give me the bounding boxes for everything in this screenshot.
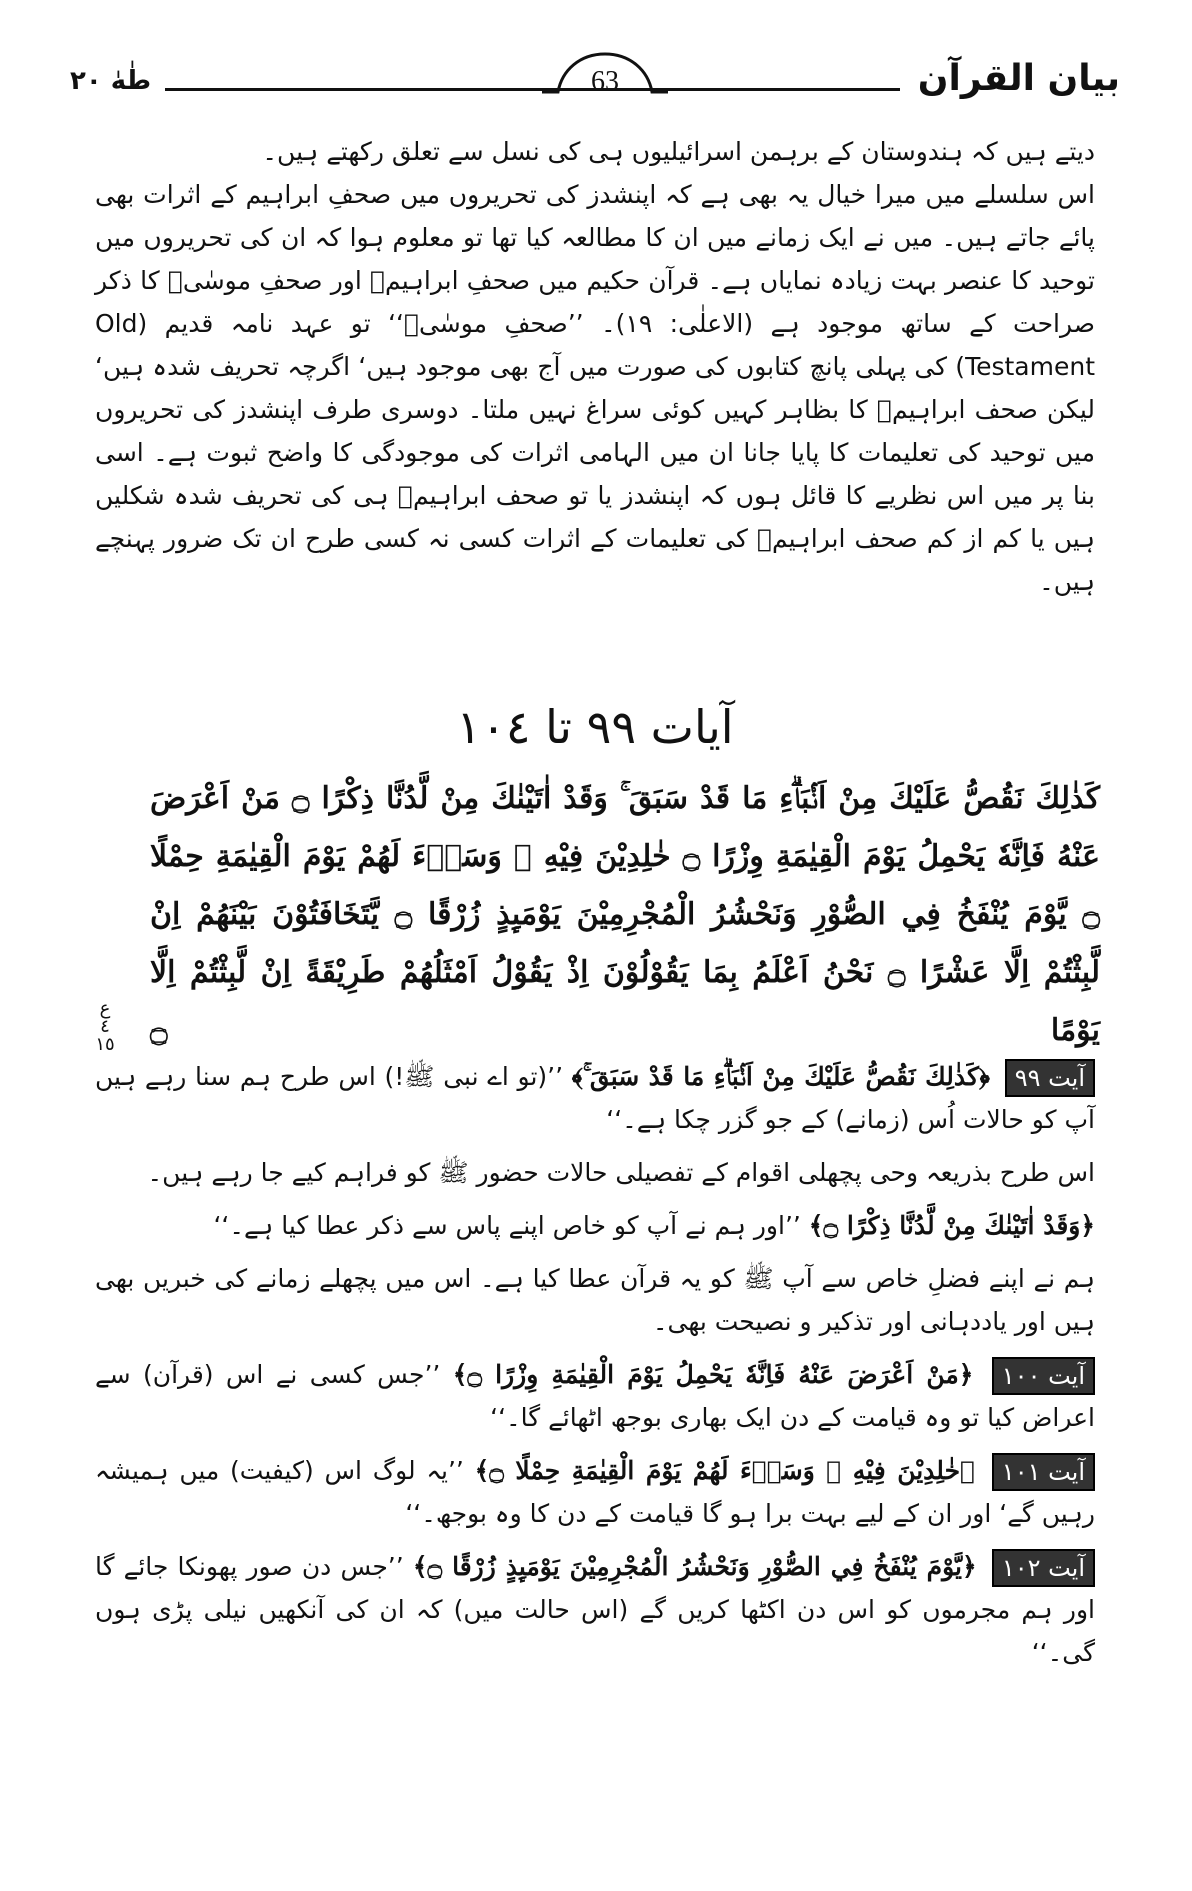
commentary-item [95, 1204, 1095, 1247]
surah-marker: طٰهٰ ٢٠ [70, 66, 152, 96]
header-rule [165, 88, 900, 91]
commentary-item [95, 1055, 1095, 1141]
ayah-label: آیت ٩٩ [1005, 1059, 1095, 1097]
commentary-item [95, 1257, 1095, 1343]
book-title: بیان القرآن [917, 58, 1120, 99]
commentary-item [95, 1545, 1095, 1674]
commentary-text: ’’(تو اے نبی ﷺ!) اس طرح ہم سنا رہے ہیں آپ کو حالات اُس (زمانے) کے جو گزر چکا ہے۔‘‘ [95, 1062, 1095, 1134]
commentary-text: ہم نے اپنے فضلِ خاص سے آپ ﷺ کو یہ قرآن عطا کیا ہے۔ اس میں پچھلے زمانے کی خبریں بھی ہیں اور یاددہانی اور تذکیر و نصیحت بھی۔ [95, 1264, 1095, 1336]
intro-paragraph: اس سلسلے میں میرا خیال یہ بھی ہے کہ اپنشدز کی تحریروں میں صحفِ ابراہیم کے اثرات بھی پائے جاتے ہیں۔ میں نے ایک زمانے میں ان کا مطالعہ کیا تھا تو معلوم ہوا کہ ان کی تحریروں میں توحید کا عنصر بہت زیادہ نمایاں ہے۔ قرآن حکیم میں صحفِ ابراہیمؑ اور صحفِ موسٰیؑ کا ذکر صراحت کے ساتھ موجود ہے (الاعلٰی: ١٩)۔ ’’صحفِ موسٰیؑ‘‘ تو عہد نامہ قدیم (Old Testament) کی پہلی پانچ کتابوں کی صورت میں آج بھی موجود ہیں‘ اگرچہ تحریف شدہ ہیں‘ لیکن صحف ابراہیمؑ کا بظاہر کہیں کوئی سراغ نہیں ملتا۔ دوسری طرف اپنشدز کی تحریروں میں توحید کی تعلیمات کا پایا جانا ان میں الہامی اثرات کی موجودگی کا واضح ثبوت ہے۔ اسی بنا پر میں اس نظریے کا قائل ہوں کہ اپنشدز یا تو صحف ابراہیمؑ ہی کی تحریف شدہ شکلیں ہیں یا کم از کم صحف ابراہیمؑ کی تعلیمات کے اثرات کسی نہ کسی طرح ان تک ضرور پہنچے ہیں۔ [95, 180, 1095, 596]
ayah-quote: ﴿خٰلِدِيْنَ فِيْهِ ۭ وَسَاۗءَ لَهُمْ يَوْمَ الْقِيٰمَةِ حِمْلًا ۝﴾ [474, 1456, 976, 1485]
commentary-text: ’’جس کسی نے اس (قرآن) سے اعراض کیا تو وہ قیامت کے دن ایک بھاری بوجھ اٹھائے گا۔‘‘ [95, 1360, 1095, 1432]
commentary-text: ’’اور ہم نے آپ کو خاص اپنے پاس سے ذکر عطا کیا ہے۔‘‘ [213, 1211, 801, 1240]
commentary-item [95, 1151, 1095, 1194]
ayah-quote: ﴿وَقَدْ اٰتَيْنٰكَ مِنْ لَّدُنَّا ذِكْرًا ۝﴾ [808, 1211, 1095, 1240]
ayah-quote: ﴿يَّوْمَ يُنْفَخُ فِي الصُّوْرِ وَنَحْشُرُ الْمُجْرِمِيْنَ يَوْمَىِٕذٍ زُرْقًا ۝﴾ [412, 1552, 977, 1581]
section-heading: آیات ٩٩ تا ١٠٤ [456, 700, 734, 754]
commentary-text: ’’یہ لوگ اس (کیفیت) میں ہمیشہ رہیں گے‘ اور ان کے لیے بہت برا ہو گا قیامت کے دن کا وہ بوجھ۔‘‘ [95, 1456, 1095, 1528]
ayah-label: آیت ١٠١ [992, 1453, 1095, 1491]
ayah-quote: ﴿مَنْ اَعْرَضَ عَنْهُ فَاِنَّهٗ يَحْمِلُ يَوْمَ الْقِيٰمَةِ وِزْرًا ۝﴾ [452, 1360, 974, 1389]
commentary-item [95, 1449, 1095, 1535]
commentary-text: اس طرح بذریعہ وحی پچھلی اقوام کے تفصیلی حالات حضور ﷺ کو فراہم کیے جا رہے ہیں۔ [147, 1158, 1095, 1187]
intro-paragraph: دیتے ہیں کہ ہندوستان کے برہمن اسرائیلیوں ہی کی نسل سے تعلق رکھتے ہیں۔ [262, 137, 1095, 166]
ruku-marker: ع ٤ ١٥ [95, 998, 115, 1055]
page-number: 63 [591, 66, 619, 97]
ayah-quote: ﴿كَذٰلِكَ نَقُصُّ عَلَيْكَ مِنْ اَنْۢبَاۗءِ مَا قَدْ سَبَقَ ۚ﴾ [571, 1062, 990, 1091]
intro-text [95, 130, 1095, 603]
page-header [70, 48, 1120, 118]
commentary-section [95, 1055, 1095, 1684]
commentary-text: ’’جس دن صور پھونکا جائے گا اور ہم مجرموں کو اس دن اکٹھا کریں گے (اس حالت میں) کہ ان کی آنکھیں نیلی پڑی ہوں گی۔‘‘ [95, 1552, 1095, 1667]
commentary-item [95, 1353, 1095, 1439]
ayah-label: آیت ١٠٢ [992, 1549, 1095, 1587]
page-number-badge [540, 48, 670, 112]
ayah-label: آیت ١٠٠ [992, 1357, 1095, 1395]
quran-verses: كَذٰلِكَ نَقُصُّ عَلَيْكَ مِنْ اَنْۢبَاۗءِ مَا قَدْ سَبَقَ ۚ وَقَدْ اٰتَيْنٰكَ مِنْ لَّدُنَّا ذِكْرًا ۝ مَنْ اَعْرَضَ عَنْهُ فَاِنَّهٗ يَحْمِلُ يَوْمَ الْقِيٰمَةِ وِزْرًا ۝ خٰلِدِيْنَ فِيْهِ ۭ وَسَاۗءَ لَهُمْ يَوْمَ الْقِيٰمَةِ حِمْلًا ۝ يَّوْمَ يُنْفَخُ فِي الصُّوْرِ وَنَحْشُرُ الْمُجْرِمِيْنَ يَوْمَىِٕذٍ زُرْقًا ۝ يَّتَخَافَتُوْنَ بَيْنَهُمْ اِنْ لَّبِثْتُمْ اِلَّا عَشْرًا ۝ نَحْنُ اَعْلَمُ بِمَا يَقُوْلُوْنَ اِذْ يَقُوْلُ اَمْثَلُهُمْ طَرِيْقَةً اِنْ لَّبِثْتُمْ اِلَّا يَوْمًا ۝ [150, 781, 1100, 1048]
